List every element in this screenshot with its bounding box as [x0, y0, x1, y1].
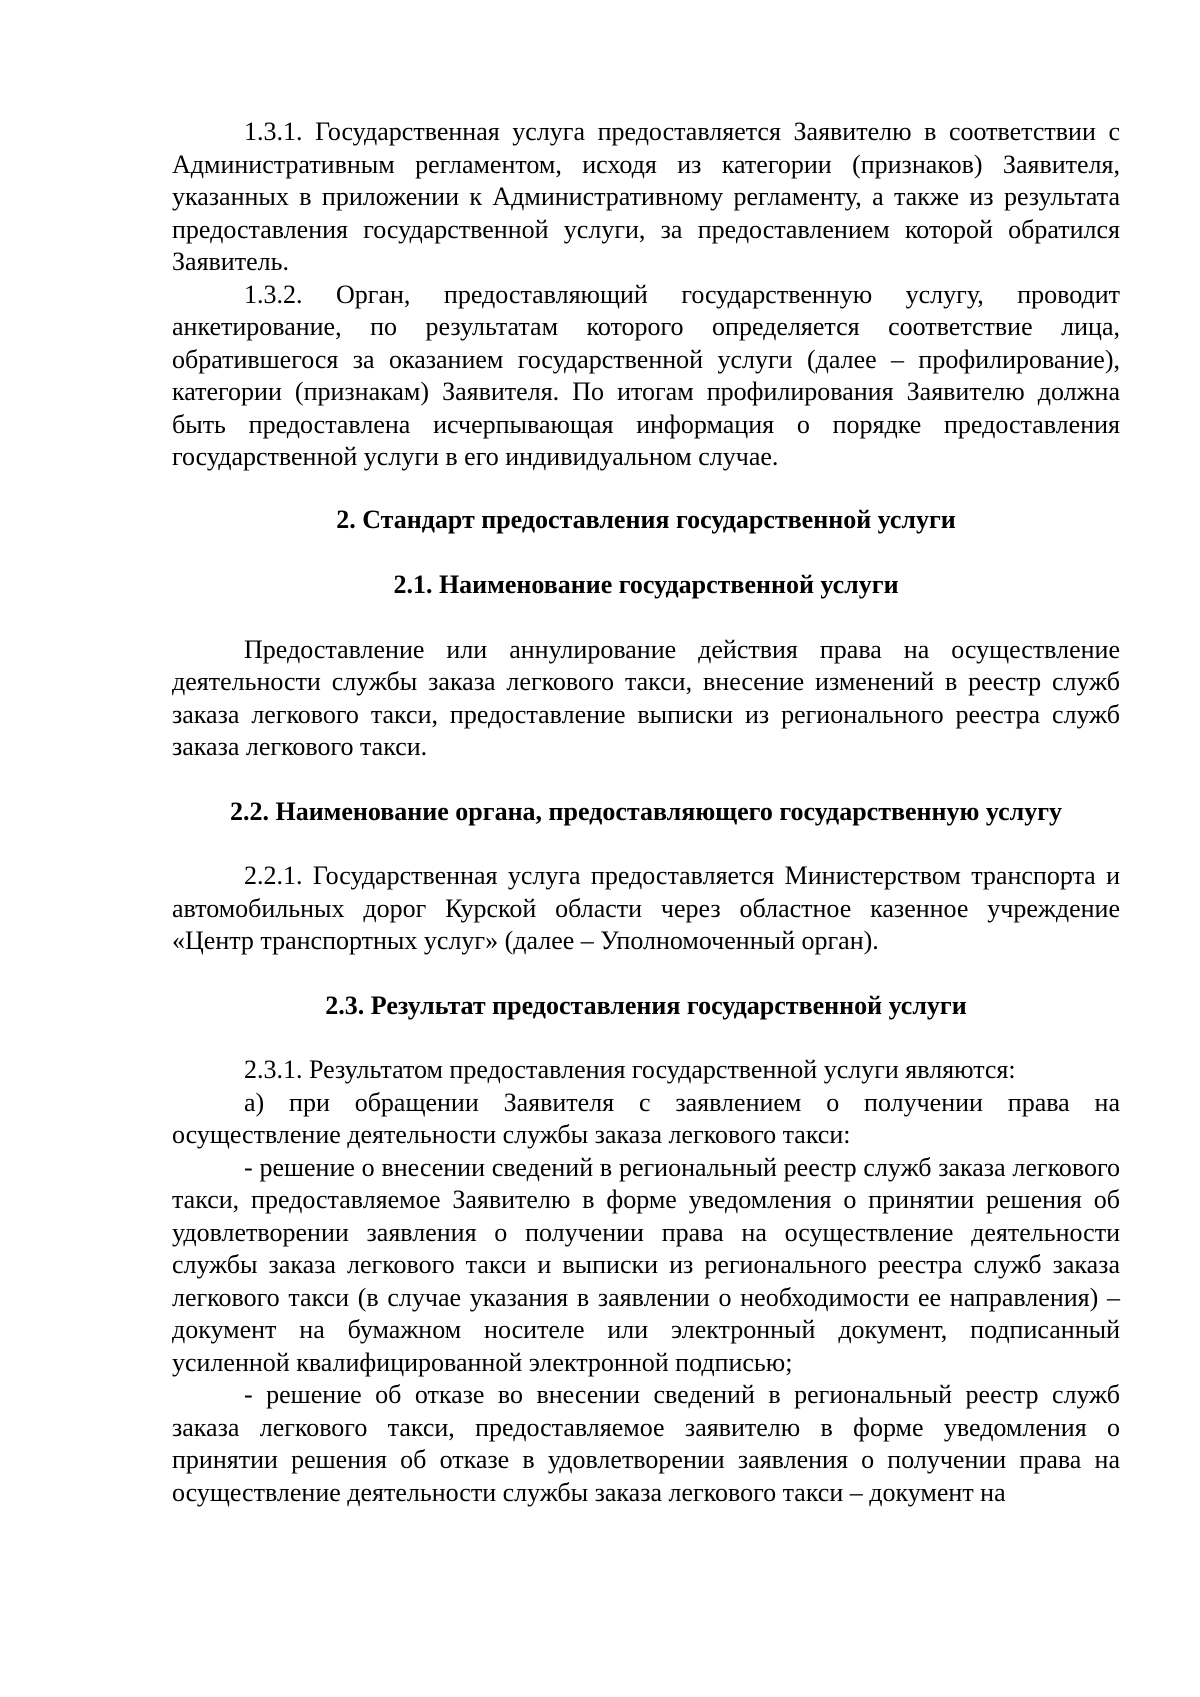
paragraph-1-3-1: 1.3.1. Государственная услуга предоставляется Заявителю в соответствии с Административным регламентом, исходя из категории (признаков) Заявителя, указанных в приложении к Административному регламенту, а также из результата предоставления государственной услуги, за предоставлением которой обратился Заявитель.: [172, 117, 1120, 276]
paragraph-bullet-2: - решение об отказе во внесении сведений в региональный реестр служб заказа легкового такси, предоставляемое заявителю в форме уведомления о принятии решения об отказе в удовлетворении заявления о получении права на осуществление деятельности службы заказа легкового такси – документ на: [172, 1380, 1120, 1507]
paragraph-2-3-1: 2.3.1. Результатом предоставления государственной услуги являются:: [244, 1055, 1016, 1084]
paragraph-2-2-1: 2.2.1. Государственная услуга предоставляется Министерством транспорта и автомобильных дорог Курской области через областное казенное учреждение «Центр транспортных услуг» (далее – Уполномоченный орган).: [172, 861, 1120, 955]
paragraph-2-3-1-a: а) при обращении Заявителя с заявлением о получении права на осуществление деятельности службы заказа легкового такси:: [172, 1087, 1120, 1149]
paragraph-1-3-2: 1.3.2. Орган, предоставляющий государственную услугу, проводит анкетирование, по результатам которого определяется соответствие лица, обратившегося за оказанием государственной услуги (далее – профилирование), категории (признакам) Заявителя. По итогам профилирования Заявителю должна быть предоставлена исчерпывающая информация о порядке предоставления государственной услуги в его индивидуальном случае.: [172, 279, 1120, 471]
section-heading-2-2: 2.2. Наименование органа, предоставляющего государственную услугу: [229, 796, 1063, 826]
section-heading-2-3: 2.3. Результат предоставления государственной услуги: [325, 990, 967, 1020]
section-heading-2-1: 2.1. Наименование государственной услуги: [393, 570, 899, 599]
paragraph-2-1: Предоставление или аннулирование действия права на осуществление деятельности службы заказа легкового такси, внесение изменений в реестр служб заказа легкового такси, предоставление выписки из регионального реестра служб заказа легкового такси.: [172, 634, 1120, 761]
section-heading-2: 2. Стандарт предоставления государственной услуги: [336, 504, 956, 534]
document-page: [172, 116, 1120, 1509]
paragraph-bullet-1: - решение о внесении сведений в региональный реестр служб заказа легкового такси, предоставляемое Заявителю в форме уведомления о принятии решения об удовлетворении заявления о получении права на осуществление деятельности службы заказа легкового такси и выписки из регионального реестра служб заказа легкового такси (в случае указания в заявлении о необходимости ее направления) – документ на бумажном носителе или электронный документ, подписанный усиленной квалифицированной электронной подписью;: [172, 1152, 1120, 1377]
